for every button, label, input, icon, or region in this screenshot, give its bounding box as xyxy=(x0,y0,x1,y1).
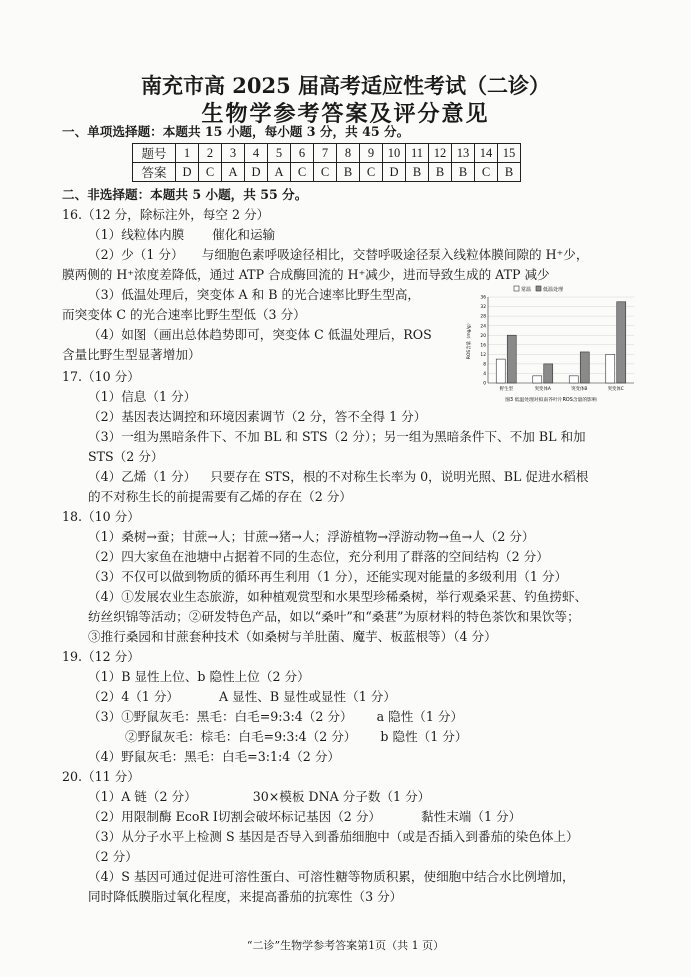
y-tick-label: 4 xyxy=(483,372,486,378)
q20-2a: （2）用限制酶 EcoR I切割会破坏标记基因（2 分） xyxy=(88,809,382,824)
answer-cell: A xyxy=(222,163,245,182)
q17-answer-3: （3）一组为黑暗条件下、不加 BL 和 STS（2 分）；另一组为黑暗条件下、不加 BL 和加 xyxy=(88,429,586,444)
answer-cell: B xyxy=(337,163,360,182)
answer-cell: B xyxy=(452,163,475,182)
q19-3a: （3）①野鼠灰毛：黑毛：白毛=9:3:4（2 分） xyxy=(88,709,353,724)
q19-2b: A 显性、B 显性或显性（1 分） xyxy=(219,689,396,704)
x-tick-label: 突变体C xyxy=(607,387,624,392)
question-number-cell: 8 xyxy=(337,144,360,163)
question-number-cell: 7 xyxy=(314,144,337,163)
answer-cell: C xyxy=(360,163,383,182)
q16-1b: 催化和运输 xyxy=(212,227,276,242)
q20-answer-3: （3）从分子水平上检测 S 基因是否导入到番茄细胞中（或是否插入到番茄的染色体上） xyxy=(88,829,579,844)
section-one-heading: 一、单项选择题：本题共 15 小题，每小题 3 分，共 45 分。 xyxy=(62,124,410,139)
answer-cell: C xyxy=(291,163,314,182)
answer-cell: C xyxy=(314,163,337,182)
y-tick-label: 12 xyxy=(480,352,486,358)
ros-bar-chart xyxy=(462,283,640,411)
question-number-cell: 15 xyxy=(498,144,521,163)
bar-normal xyxy=(496,359,505,383)
y-tick-label: 36 xyxy=(480,295,486,301)
answer-table xyxy=(132,143,521,182)
bar-normal xyxy=(569,376,578,383)
q16-1a: （1）线粒体内膜 xyxy=(88,227,185,242)
q16-answer-2 xyxy=(88,246,588,263)
q20-answer-4: （4）S 基因可通过促进可溶性蛋白、可溶性糖等物质积累，使细胞中结合水比例增加， xyxy=(88,869,575,884)
bar-cold xyxy=(544,364,553,383)
q20-answer-1 xyxy=(88,788,430,805)
q20-answer-2 xyxy=(88,808,521,825)
table-row-numbers xyxy=(133,144,521,163)
x-tick-label: 野生型 xyxy=(499,387,513,392)
q18-answer-1: （1）桑树→蚕；甘蔗→人；甘蔗→猪→人；浮游植物→浮游动物→鱼→人（2 分） xyxy=(88,529,535,544)
legend-label-cold: 低温处理 xyxy=(543,287,564,293)
y-tick-label: 24 xyxy=(480,324,486,330)
page-footer: “二诊”生物学参考答案第1页（共 1 页） xyxy=(246,939,445,952)
q20-answer-4-cont: 同时降低膜脂过氧化程度，来提高番茄的抗寒性（3 分） xyxy=(88,889,403,904)
q19-3b: a 隐性（1 分） xyxy=(376,709,464,724)
table-row-answers xyxy=(133,163,521,182)
q17-heading: 17.（10 分） xyxy=(62,369,140,384)
answer-cell: C xyxy=(199,163,222,182)
legend-label-normal: 常温 xyxy=(521,287,532,293)
question-number-cell: 6 xyxy=(291,144,314,163)
q19-heading: 19.（12 分） xyxy=(62,649,140,664)
exam-title: 南充市高 2025 届高考适应性考试（二诊） xyxy=(140,73,551,98)
q18-answer-4-cont1: 纺丝织锦等活动；②研发特色产品，如以“桑叶”和“桑葚”为原材料的特色茶饮和果饮等； xyxy=(88,609,580,624)
answer-cell: D xyxy=(383,163,406,182)
bar-normal xyxy=(606,354,615,383)
question-number-cell: 5 xyxy=(268,144,291,163)
q16-answer-4: （4）如图（画出总体趋势即可，突变体 C 低温处理后，ROS xyxy=(88,327,432,342)
q17-4a: （4）乙烯（1 分） xyxy=(88,469,197,484)
q16-answer-2-cont: 膜两侧的 H⁺浓度差降低，通过 ATP 合成酶回流的 H⁺减少，进而导致生成的 ATP 减少 xyxy=(62,267,550,282)
y-tick-label: 0 xyxy=(483,381,486,387)
q19-answer-1: （1）B 显性上位、b 隐性上位（2 分） xyxy=(88,669,310,684)
bar-cold xyxy=(580,352,589,383)
q17-answer-4 xyxy=(88,468,588,485)
q16-2b: 与细胞色素呼吸途径相比，交替呼吸途径泵入线粒体膜间隙的 H⁺少， xyxy=(201,247,589,262)
q19-answer-2 xyxy=(88,688,396,705)
q20-heading: 20.（11 分） xyxy=(62,769,140,784)
answer-cell: B xyxy=(406,163,429,182)
q18-heading: 18.（10 分） xyxy=(62,509,140,524)
question-number-cell: 2 xyxy=(199,144,222,163)
section-two-heading: 二、非选择题：本题共 5 小题，共 55 分。 xyxy=(62,187,308,202)
answer-cell: B xyxy=(498,163,521,182)
q17-4b: 只要存在 STS，根的不对称生长率为 0，说明光照、BL 促进水稻根 xyxy=(210,469,589,484)
q20-2b: 黏性末端（1 分） xyxy=(421,809,522,824)
question-number-cell: 11 xyxy=(406,144,429,163)
question-number-cell: 3 xyxy=(222,144,245,163)
y-tick-label: 16 xyxy=(480,343,486,349)
answer-cell: C xyxy=(475,163,498,182)
q20-1b: 30×模板 DNA 分子数（1 分） xyxy=(252,789,431,804)
q16-answer-3: （3）低温处理后，突变体 A 和 B 的光合速率比野生型高， xyxy=(88,287,421,302)
y-axis-label: ROS含量（mg/g） xyxy=(467,320,472,360)
q18-answer-4: （4）①发展农业生态旅游，如种植观赏型和水果型珍稀桑树，举行观桑采葚、钓鱼捞虾、 xyxy=(88,589,588,604)
q19-answer-3 xyxy=(88,708,463,725)
table-header-answer: 答案 xyxy=(133,163,176,182)
q20-answer-3-cont: （2 分） xyxy=(88,849,138,864)
q19-4a: ②野鼠灰毛：棕毛：白毛=9:3:4（2 分） xyxy=(125,729,357,744)
bar-cold xyxy=(617,302,626,383)
question-number-cell: 10 xyxy=(383,144,406,163)
table-header-number: 题号 xyxy=(133,144,176,163)
bar-normal xyxy=(533,376,542,383)
answer-cell: A xyxy=(268,163,291,182)
legend-swatch-normal xyxy=(514,286,519,291)
q16-answer-1 xyxy=(88,226,275,243)
answer-cell: B xyxy=(429,163,452,182)
question-number-cell: 4 xyxy=(245,144,268,163)
q18-answer-4-cont2: ③推行桑园和甘蔗套种技术（如桑树与羊肚菌、魔芋、板蓝根等）（4 分） xyxy=(88,629,497,644)
answer-cell: D xyxy=(245,163,268,182)
q18-answer-2: （2）四大家鱼在池塘中占据着不同的生态位，充分利用了群落的空间结构（2 分） xyxy=(88,549,549,564)
y-tick-label: 20 xyxy=(480,333,486,339)
q17-answer-4-cont: 的不对称生长的前提需要有乙烯的存在（2 分） xyxy=(88,489,352,504)
q17-answer-3-cont: STS（2 分） xyxy=(88,449,164,464)
y-tick-label: 8 xyxy=(483,362,486,368)
q19-4b: b 隐性（1 分） xyxy=(380,729,468,744)
q16-2a: （2）少（1 分） xyxy=(88,247,184,262)
q20-1a: （1）A 链（2 分） xyxy=(88,789,197,804)
q16-answer-4-cont: 含量比野生型显著增加） xyxy=(62,347,201,362)
q16-answer-3-cont: 而突变体 C 的光合速率比野生型低（3 分） xyxy=(62,307,306,322)
legend-swatch-cold xyxy=(536,286,541,291)
y-tick-label: 28 xyxy=(480,314,486,320)
answer-cell: D xyxy=(176,163,199,182)
question-number-cell: 14 xyxy=(475,144,498,163)
x-tick-label: 突变体B xyxy=(571,387,588,392)
bar-cold xyxy=(507,335,516,383)
question-number-cell: 9 xyxy=(360,144,383,163)
q19-2a: （2）4（1 分） xyxy=(88,689,180,704)
question-number-cell: 13 xyxy=(452,144,475,163)
question-number-cell: 1 xyxy=(176,144,199,163)
question-number-cell: 12 xyxy=(429,144,452,163)
q17-answer-2: （2）基因表达调控和环境因素调节（2 分，答不全得 1 分） xyxy=(88,409,427,424)
chart-caption: 图3 低温处理对拟南芥叶片ROS含量的影响 xyxy=(505,398,597,403)
q17-answer-1: （1）信息（1 分） xyxy=(88,389,197,404)
q18-answer-3: （3）不仅可以做到物质的循环再生利用（1 分），还能实现对能量的多级利用（1 分） xyxy=(88,569,568,584)
document-subtitle: 生物学参考答案及评分意见 xyxy=(201,101,490,127)
q19-answer-4: （4）野鼠灰毛：黑毛：白毛=3:1:4（2 分） xyxy=(88,749,341,764)
x-tick-label: 突变体A xyxy=(534,387,551,392)
q16-heading: 16.（12 分，除标注外，每空 2 分） xyxy=(62,207,270,222)
y-tick-label: 32 xyxy=(480,305,486,311)
q19-answer-3-cont xyxy=(125,728,467,745)
